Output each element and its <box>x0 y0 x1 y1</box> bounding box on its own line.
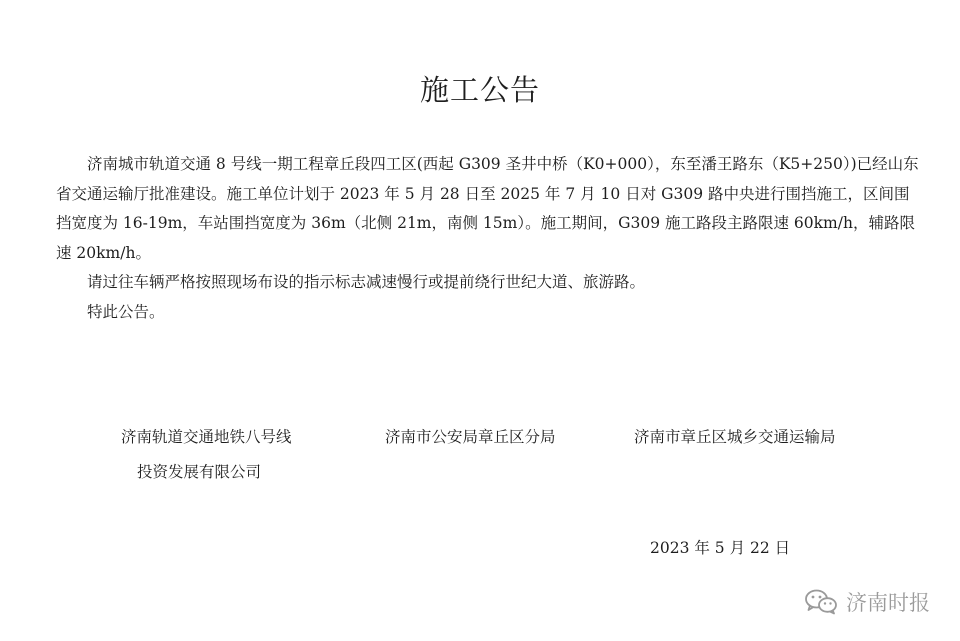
wechat-icon <box>804 589 838 615</box>
signatory-police-bureau-line1: 济南市公安局章丘区分局 <box>385 428 556 446</box>
signatory-transport-bureau-line1: 济南市章丘区城乡交通运输局 <box>634 428 836 446</box>
signatory-police-bureau <box>385 420 556 455</box>
signatory-metro-company-line2: 投资发展有限公司 <box>137 463 262 481</box>
signatory-metro-company <box>121 420 292 490</box>
signatory-metro-company-line1: 济南轨道交通地铁八号线 <box>121 428 292 446</box>
signatories <box>0 420 960 490</box>
notice-paragraph-request: 请过往车辆严格按照现场布设的指示标志减速慢行或提前绕行世纪大道、旅游路。 <box>87 273 646 291</box>
watermark <box>804 587 930 617</box>
notice-date: 2023 年 5 月 22 日 <box>650 539 791 557</box>
watermark-text: 济南时报 <box>846 591 930 615</box>
signatory-transport-bureau <box>634 420 836 455</box>
notice-title: 施工公告 <box>419 73 540 107</box>
notice-paragraph-main: 济南城市轨道交通 8 号线一期工程章丘段四工区(西起 G309 圣井中桥（K0+000），东至潘王路东（K5+250）)已经山东省交通运输厅批准建设。施工单位计划于 2023 年 5 月 28 日至 2025 年 7 月 10 日对 G309 路中央进行围挡施工，区间围挡宽度为 16-19m，车站围挡宽度为 36m（北侧 21m，南侧 15m）。施工期间，G309 施工路段主路限速 60km/h，辅路限速 20km/h。 <box>56 155 919 262</box>
notice-body <box>56 150 920 327</box>
notice-paragraph-closing: 特此公告。 <box>87 302 165 321</box>
